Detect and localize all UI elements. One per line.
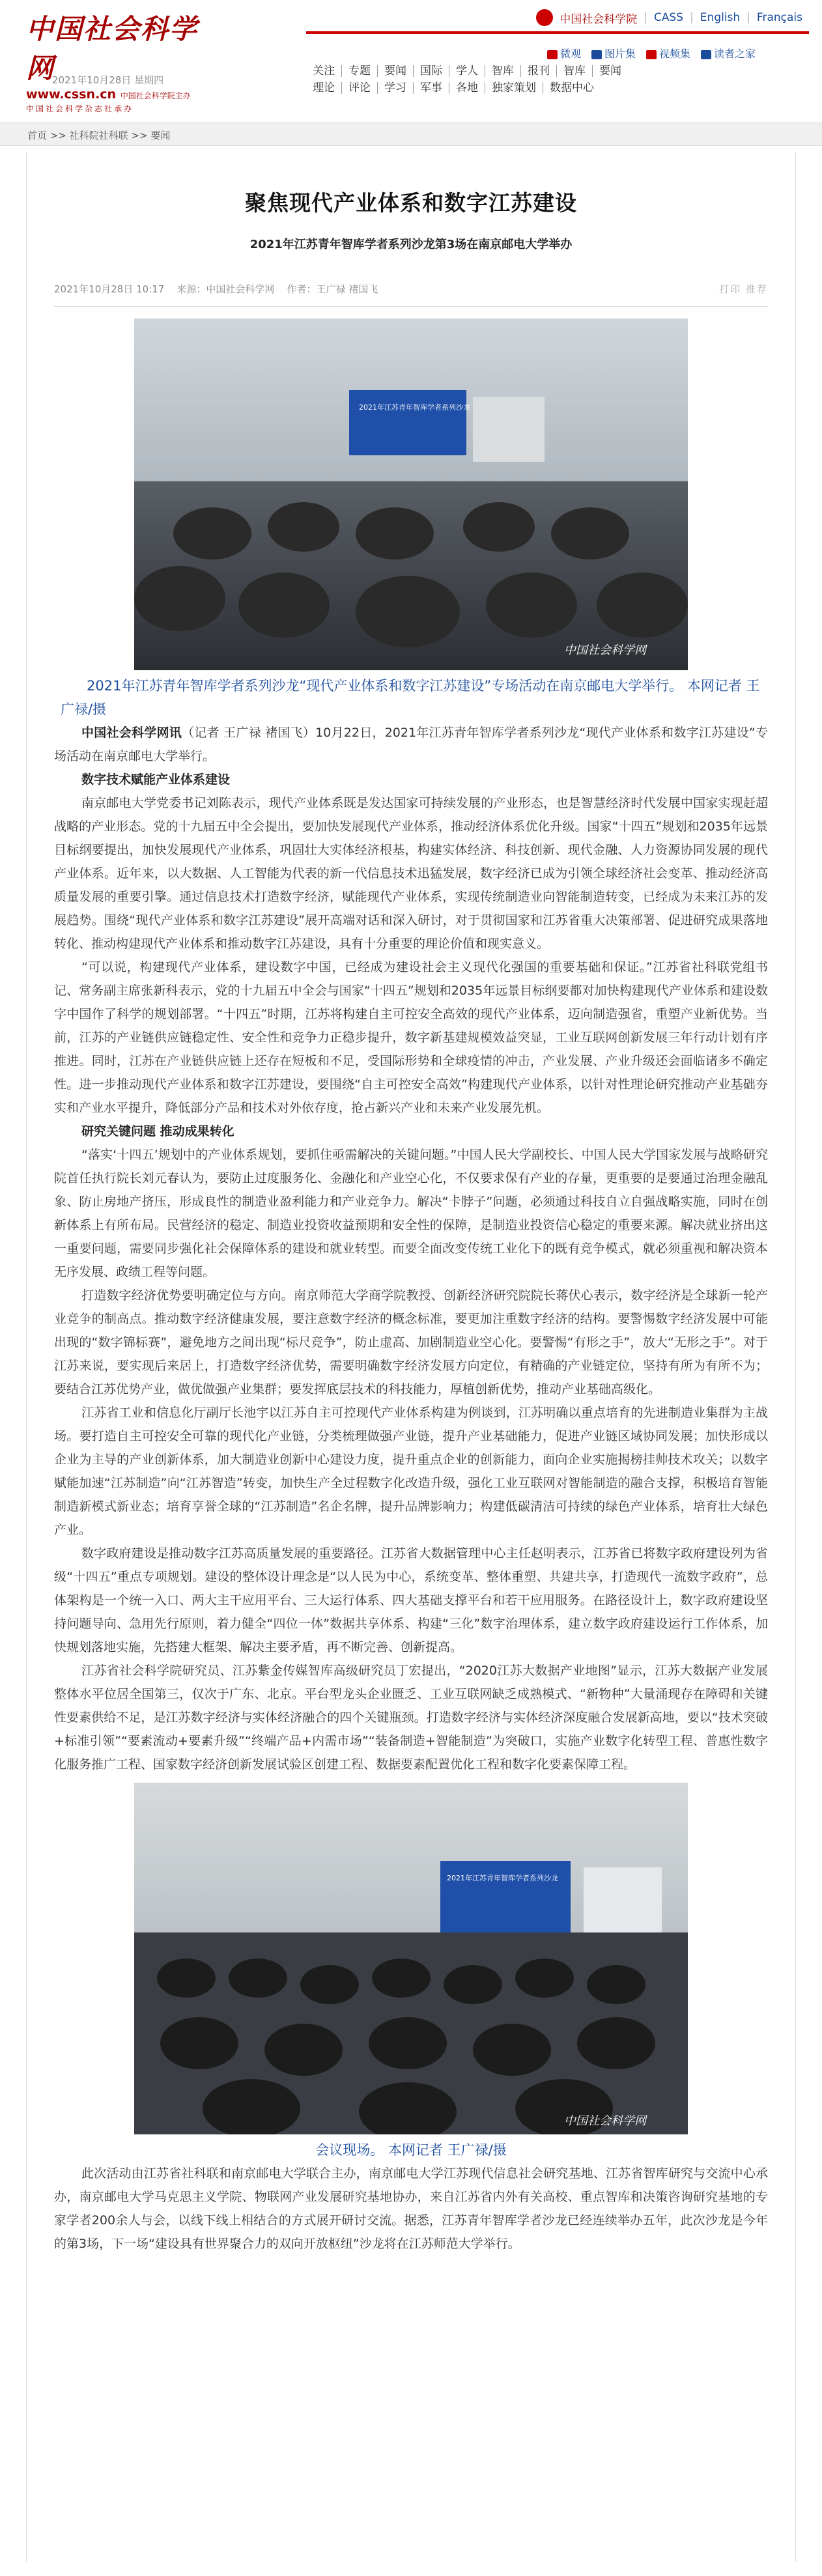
photo-icon [591, 50, 602, 59]
breadcrumb[interactable]: 首页 >> 社科院社科联 >> 要闻 [0, 122, 822, 146]
link-english[interactable]: English [700, 11, 741, 24]
logo-subtitle: 中国社会科学杂志社承办 [26, 104, 134, 113]
main-nav-row-1 [306, 65, 802, 77]
sub-nav-readers[interactable]: 读者之家 [701, 46, 756, 61]
nav-item[interactable]: 专题 [341, 65, 377, 77]
sub-nav-weibo[interactable]: 微观 [547, 46, 581, 61]
article-subtitle: 2021年江苏青年智库学者系列沙龙第3场在南京邮电大学举办 [249, 238, 573, 251]
article-author: 作者：王广禄 褚国飞 [287, 283, 378, 295]
nav-item[interactable]: 要闻 [592, 65, 628, 77]
paragraph-1: 南京邮电大学党委书记刘陈表示，现代产业体系既是发达国家可持续发展的产业形态，也是智慧经济时代发展中国家实现赶超战略的产业形态。党的十九届五中全会提出，要加快发展现代产业体系，推动经济体系优化升级。国家“十四五”规划和2035年远景目标纲要提出，加快发展现代产业体系，巩固壮大实体经济根基，构建实体经济、科技创新、现代金融、人力资源协同发展的现代产业体系。近年来，以大数据、人工智能为代表的新一代信息技术迅猛发展，数字经济已成为引领全球经济社会变革、推动经济高质量发展的重要引擎。通过信息技术打造数字经济，赋能现代产业体系，实现传统制造业向智能制造转变，已经成为未来江苏的发展趋势。围绕“现代产业体系和数字江苏建设”展开高端对话和深入研讨，对于贯彻国家和江苏省重大决策部署、促进研究成果落地转化、推动构建现代产业体系和推动数字江苏建设，具有十分重要的理论价值和现实意义。 [54, 796, 768, 951]
current-date: 2021年10月28日 星期四 [52, 74, 164, 86]
top-links: 中国社会科学院 | CASS | English | Français [536, 9, 802, 26]
link-francais[interactable]: Français [756, 11, 802, 24]
main-nav [306, 65, 802, 99]
nav-item[interactable]: 理论 [313, 81, 335, 94]
site-header [0, 0, 822, 122]
svg-text:中国社会科学网: 中国社会科学网 [564, 2114, 646, 2128]
section-heading-1: 数字技术赋能产业体系建设 [81, 772, 231, 787]
sub-nav [547, 46, 756, 61]
nav-item[interactable]: 关注 [313, 64, 335, 78]
nav-item[interactable]: 军事 [413, 82, 449, 94]
paragraph-6: 数字政府建设是推动数字江苏高质量发展的重要路径。江苏省大数据管理中心主任赵明表示，江苏省已将数字政府建设列为省级“十四五”重点专项规划。建设的整体设计理念是“以人民为中心，系统变革、整体重塑、共建共享，打造现代一流数字政府”，总体架构是一个统一入口、两大主干应用平台、三大运行体系、四大基础支撑平台和若干应用服务。在路径设计上，数字政府建设坚持问题导向、急用先行原则，着力健全“四位一体”数据共享体系、构建“三化”数字治理体系，建立数字政府建设运行工作体系，加快规划落地实施，先搭建大框架、解决主要矛盾，再不断完善、创新提高。 [54, 1546, 768, 1654]
article-photo-2 [134, 1783, 688, 2134]
paragraph-5: 江苏省工业和信息化厅副厅长池宇以江苏自主可控现代产业体系构建为例谈到，江苏明确以重点培育的先进制造业集群为主战场。要打造自主可控安全可靠的现代化产业链，分类梳理做强产业链，提升产业基础能力，促进产业链区域协同发展；加快形成以企业为主导的产业创新体系，加大制造业创新中心建设力度，提升重点企业的创新能力，面向企业实施揭榜挂帅技术攻关；以数字赋能加速“江苏制造”向“江苏智造”转变，加快生产全过程数字化改造升级，强化工业互联网对智能制造的融合支撑，积极培育智能制造新模式新业态；培育享誉全球的“江苏制造”名企名牌，提升品牌影响力；构建低碳清洁可持续的绿色产业体系，培育壮大绿色产业。 [54, 1406, 768, 1537]
reader-icon [701, 50, 711, 59]
sub-nav-photos[interactable]: 图片集 [591, 46, 636, 61]
nav-item[interactable]: 数据中心 [543, 82, 601, 94]
logo-url: www.cssn.cn 中国社会科学院主办 [26, 87, 191, 102]
article-meta [54, 282, 768, 307]
nav-item[interactable]: 国际 [413, 65, 449, 77]
nav-item[interactable]: 学人 [449, 65, 485, 77]
article-body-end [54, 2162, 768, 2256]
main-nav-row-2 [306, 82, 802, 94]
site-logo[interactable] [26, 8, 221, 114]
article-container [26, 152, 796, 2562]
video-icon [646, 50, 657, 59]
svg-text:2021年江苏青年智库学者系列沙龙: 2021年江苏青年智库学者系列沙龙 [359, 403, 470, 412]
paragraph-8: 此次活动由江苏省社科联和南京邮电大学联合主办，南京邮电大学江苏现代信息社会研究基地、江苏省智库研究与交流中心承办，南京邮电大学马克思主义学院、物联网产业发展研究基地协办，来自江苏省内外有关高校、重点智库和决策咨询研究基地的专家学者200余人与会，以线下线上相结合的方式展开研讨交流。据悉，江苏青年智库学者沙龙已经连续举办五年，此次沙龙是今年的第3场，下一场“建设具有世界聚合力的双向开放枢纽”沙龙将在江苏师范大学举行。 [54, 2166, 768, 2251]
paragraph-7: 江苏省社会科学院研究员、江苏紫金传媒智库高级研究员丁宏提出，“2020江苏大数据产业地图”显示，江苏大数据产业发展整体水平位居全国第三，仅次于广东、北京。平台型龙头企业匮乏、工业互联网缺乏成熟模式、“新物种”大量涌现存在障碍和关键性要素供给不足，是江苏数字经济与实体经济融合的四个关键瓶颈。打造数字经济与实体经济深度融合发展新高地，要以“技术突破+标准引领”“要素流动+要素升级”“终端产品+内需市场”“装备制造+智能制造”为突破口，实施产业数字化转型工程、普惠性数字化服务推广工程、国家数字经济创新发展试验区创建工程、数据要素配置优化工程和数字化要素保障工程。 [54, 1663, 768, 1772]
paragraph-4: 打造数字经济优势要明确定位与方向。南京师范大学商学院教授、创新经济研究院院长蒋伏心表示，数字经济是全球新一轮产业竞争的制高点。推动数字经济健康发展，要注意数字经济的概念标准，要更加注重数字经济的结构。要警惕数字经济发展中可能出现的“数字锦标赛”，避免地方之间出现“标尺竞争”，防止虚高、加剧制造业空心化。要警惕“有形之手”，放大“无形之手”。对于江苏来说，要实现后来居上，打造数字经济优势，需要明确数字经济发展方向定位，有精确的产业链定位，坚持有所为有所不为；要结合江苏优势产业，做优做强产业集群；要发挥底层技术的科技能力，厚植创新优势，推动产业基础高级化。 [54, 1288, 768, 1396]
paragraph-2: “可以说，构建现代产业体系，建设数字中国，已经成为建设社会主义现代化强国的重要基础和保证。”江苏省社科联党组书记、常务副主席张新科表示，党的十九届五中全会与国家“十四五”规划和2035年远景目标纲要都对加快构建现代产业体系和建设数字中国作了科学的规划部署。“十四五”时期，江苏将构建自主可控安全高效的现代产业体系，迈向制造强省，重塑产业新优势。当前，江苏的产业链供应链稳定性、安全性和竞争力正稳步提升，数字新基建规模效益突显，工业互联网创新发展三年行动计划有序推进。同时，江苏在产业链供应链上还存在短板和不足，受国际形势和全球疫情的冲击，产业发展、产业升级还会面临诸多不确定性。进一步推动现代产业体系和数字江苏建设，要围绕“自主可控安全高效”构建现代产业体系，以针对性理论研究推动产业基础夯实和产业水平提升，降低部分产品和技术对外依存度，抢占新兴产业和未来产业发展先机。 [54, 960, 768, 1115]
nav-item[interactable]: 智库 [556, 65, 592, 77]
section-heading-2: 研究关键问题 推动成果转化 [81, 1124, 234, 1139]
weibo-icon [547, 50, 558, 59]
logo-title: 中国社会科学网 [26, 13, 199, 84]
article-tools[interactable]: 打印 推荐 [719, 283, 768, 295]
svg-text:中国社会科学网: 中国社会科学网 [564, 644, 646, 657]
article-photo-1 [134, 318, 688, 670]
nav-item[interactable]: 要闻 [377, 65, 413, 77]
photo-2-caption: 会议现场。 本网记者 王广禄/摄 [315, 2142, 507, 2158]
nav-item[interactable]: 独家策划 [485, 82, 543, 94]
article-body [54, 721, 768, 1776]
sub-nav-videos[interactable]: 视频集 [646, 46, 690, 61]
nav-item[interactable]: 学习 [377, 82, 413, 94]
photo-1-caption: 2021年江苏青年智库学者系列沙龙“现代产业体系和数字江苏建设”专场活动在南京邮电大学举行。 本网记者 王广禄/摄 [61, 678, 760, 717]
nav-item[interactable]: 报刊 [520, 65, 556, 77]
svg-text:2021年江苏青年智库学者系列沙龙: 2021年江苏青年智库学者系列沙龙 [447, 1874, 558, 1882]
nav-item[interactable]: 评论 [341, 82, 377, 94]
article-date: 2021年10月28日 10:17 [54, 283, 165, 295]
paragraph-3: “落实‘十四五’规划中的产业体系规划，要抓住亟需解决的关键问题。”中国人民大学副校长、中国人民大学国家发展与战略研究院首任执行院长刘元春认为，要防止过度服务化、金融化和产业空心化，不仅要求保有产业的存量，更重要的是要通过治理金融乱象、防止房地产挤压，形成良性的制造业盈利能力和产业竞争力。解决“卡脖子”问题，必须通过科技自立自强战略实施，同时在创新体系上有所布局。民营经济的稳定、制造业投资收益预期和安全性的保障，是制造业投资信心稳定的重要来源。解决就业挤出这一重要问题，需要同步强化社会保障体系的建设和就业转型。而要全面改变传统工业化下的既有竞争模式，就必须重视和解决资本无序发展、政绩工程等问题。 [54, 1148, 768, 1279]
header-divider [306, 31, 809, 34]
article-title: 聚焦现代产业体系和数字江苏建设 [245, 190, 577, 216]
nav-item[interactable]: 智库 [485, 65, 520, 77]
cass-logo-icon [536, 9, 553, 26]
link-cass[interactable]: CASS [653, 11, 684, 24]
nav-item[interactable]: 各地 [449, 82, 485, 94]
lead-paragraph: 中国社会科学网讯（记者 王广禄 褚国飞）10月22日，2021年江苏青年智库学者系列沙龙“现代产业体系和数字江苏建设”专场活动在南京邮电大学举行。 [54, 726, 768, 763]
article-source: 来源：中国社会科学网 [177, 283, 275, 295]
link-cass-cn[interactable]: 中国社会科学院 [560, 12, 638, 26]
